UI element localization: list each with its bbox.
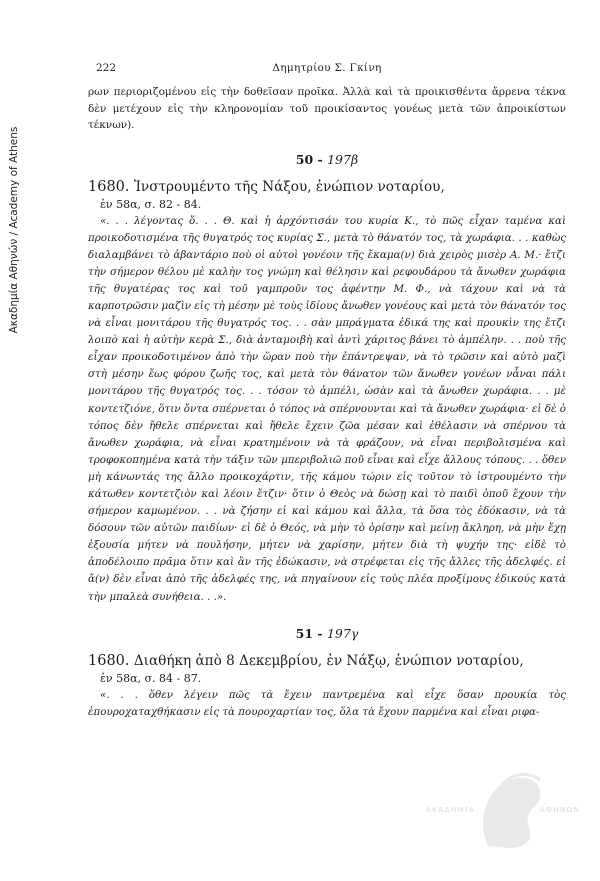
entry-title <box>88 652 566 671</box>
athena-head-icon <box>470 768 550 853</box>
page-content <box>88 62 566 721</box>
running-head <box>88 62 566 84</box>
entry-title-text: Ἰνστρουμέντο τῆς Νάξου, ἐνώπιον νοταρίου, <box>133 178 445 195</box>
side-credit <box>0 0 28 881</box>
running-title: Δημητρίου Σ. Γκίνη <box>272 62 382 74</box>
document-number-main: 50 - <box>295 151 328 167</box>
entry-quote: «. . . ὅθεν λέγειν πῶς τὰ ἔχειν παντρεμένα καὶ εἶχε ὅσαν προυκία τὸς ἐπουροχαταχθήκασιν εἰς τὰ πουροχαρτίαν τος, ὅλα τὰ ἔχουν παρμένα καὶ εἶναι ριφα- <box>88 688 566 718</box>
entry-title <box>88 178 566 197</box>
document-number-sub: 197β <box>327 151 359 167</box>
entry-year: 1680. <box>88 178 130 195</box>
academy-watermark <box>426 768 582 868</box>
entry-source: ἐν 58α, σ. 84 - 87. <box>100 671 202 685</box>
continuation-paragraph: ρων περιοριζομένου εἰς τὴν δοθεῖσαν προῖκα. Ἀλλὰ καὶ τὰ προικισθέντα ἄρρενα τέκνα δὲν μετέχουν εἰς τὴν κληρονομίαν τοῦ προικίσαντος γονέως μετὰ τῶν ἀπροικίστων τέκνων). <box>88 86 566 131</box>
entry-quote: «. . . λέγοντας ὅ. . . Θ. καὶ ἡ ἀρχόντισάν του κυρία Κ., τὸ πῶς εἶχαν ταμένα καὶ προικοδοτισμένα τῆς θυγατρός τος κυρίας Σ., μετὰ τὸ θάνατόν τος, τὰ χωράφια. . . καθὼς διαλαμβάνει τὸ ἀβαντάριο ποὺ οἱ αὐτοὶ γονέοιν τῆς ἔκαμα(ν) διὰ χειρὸς μισὲρ Α. Μ.· ἔτζι τὴν σήμερον θέλου μὲ καλὴν τος γνώμη καὶ θέλησιν καὶ ρεφουδάρου τὰ ἄνωθεν χωράφια τῆς θυγατέρας τος καὶ τοῦ γαμπροῦν τος ἀφέντην Μ. Φ., νὰ τάχουν καὶ νὰ τὰ καρποτρῶσιν μαζὶν εἰς τὴ μέσην μὲ τοὺς ἰδίους ἄνωθεν γονέους καὶ μετὰ τὸν θάνατόν τος νὰ εἶναι μονιτάρου τῆς θυγατρός τος. . . σὰν μπράγματα ἐδικά της καὶ προυκὶν της ἔτζι λοιπὸ καὶ ἡ αὐτὴν κερὰ Σ., διὰ ἀνταμοιβὴ καὶ ἀντὶ χάριτος βάνει τὸ ἀμπέλην. . . ποὺ τῆς εἶχαν προικοδοτιμένον ἀπὸ τὴν ὥραν ποὺ τὴν ἐπάντρεψαν, νὰ τὸ τρῶσιν καὶ αὐτὸ μαζὶ στὴ μέσην ἕως φόρου ζωῆς τος, καὶ μετὰ τὸν θάνατον τῶν ἄνωθεν γονέων νἆναι πάλι μονιτάρου τῆς θυγατρός τος. . . τόσον τὸ ἀμπέλι, ὡσὰν καὶ τὰ ἄνωθεν χωράφια. . . μὲ κοντετζιόνε, ὅτιν ὄντα σπέρνεται ὁ τόπος νὰ σπέρνουνται καὶ τὰ ἄνωθεν χωράφια· εἰ δὲ ὁ τόπος δὲν ἤθελε σπέρνεται καὶ ἤθελε ἔχειν ζῶα μέσαν καὶ ἐθέλασιν νὰ σπέρνου τὰ ἄνωθεν χωράφια, νὰ εἶναι κρατημένοιν νὰ τὰ φράζουν, νὰ εἶναι περιβολισμένα καὶ τροφοκοπημένα κατὰ τὴν τάξιν τῶν μπεριβολιῶ ποῦ εἶναι καὶ εἶχε ἄλλους τόπους. . . ὅθεν μὴ κάνωντάς της ἄλλο προικοχάρτιν, τῆς κάμου τώριν εἰς τοῦτον τὸ ἰστρουμέντο τὴν κάτωθεν κοντετζιὸν καὶ λέοιν ἔτζιν· ὅτιν ὁ Θεὸς νὰ δώσῃ καὶ τὸ παιδὶ ὁποῦ ἔχουν τὴν σήμερον καμωμένον. . . νὰ ζήσην εἰ καὶ κάμου καὶ ἄλλα, τὰ ὅσα τὸς ἐδόκασιν, νὰ τὰ δόσουν τῶν αὐτῶν παιδίων· εἰ δὲ ὁ Θεός, νὰ μὴν τὸ ὁρίσην καὶ μείνῃ ἄκληρη, νὰ μὴν ἔχῃ ἐξουσία μήτεν νὰ πουλήσην, μήτεν νὰ χαρίσην, μήτεν διὰ τὴ ψυχήν της· εἰδὲ τὸ ἀποδέλοιπο πρᾶμα ὅτιν καὶ ἂν τῆς ἐδώκασιν, νὰ στρέφεται εἰς τῆς ἄλλες τῆς ἀδελφές. εἰ ἄ(ν) δὲν εἶναι ἀπὸ τῆς ἀδελφές της, νὰ πηγαίνουν εἰς τοὺς πλέα προξίμους ἐδικούς κατὰ τὴν μπαλεὰ συνήθεια. . .». <box>88 214 566 603</box>
watermark-text-left: ΑΚΑΔΗΜΙΑ <box>426 806 476 814</box>
side-credit-label: Ακαδημία Αθηνών / Academy of Athens <box>8 126 20 334</box>
entry-source: ἐν 58α, σ. 82 - 84. <box>100 197 202 211</box>
watermark-text-right: ΑΘΗΝΩΝ <box>540 806 581 814</box>
document-number <box>88 152 566 172</box>
document-number-main: 51 - <box>295 625 327 641</box>
document-number <box>88 626 566 646</box>
page-number: 222 <box>96 62 117 74</box>
entry-title-text: Διαθήκη ἀπὸ 8 Δεκεμβρίου, ἐν Νάξῳ, ἐνώπιον νοταρίου, <box>133 652 524 669</box>
document-number-sub: 197γ <box>326 625 359 641</box>
entry-year: 1680. <box>88 652 130 669</box>
